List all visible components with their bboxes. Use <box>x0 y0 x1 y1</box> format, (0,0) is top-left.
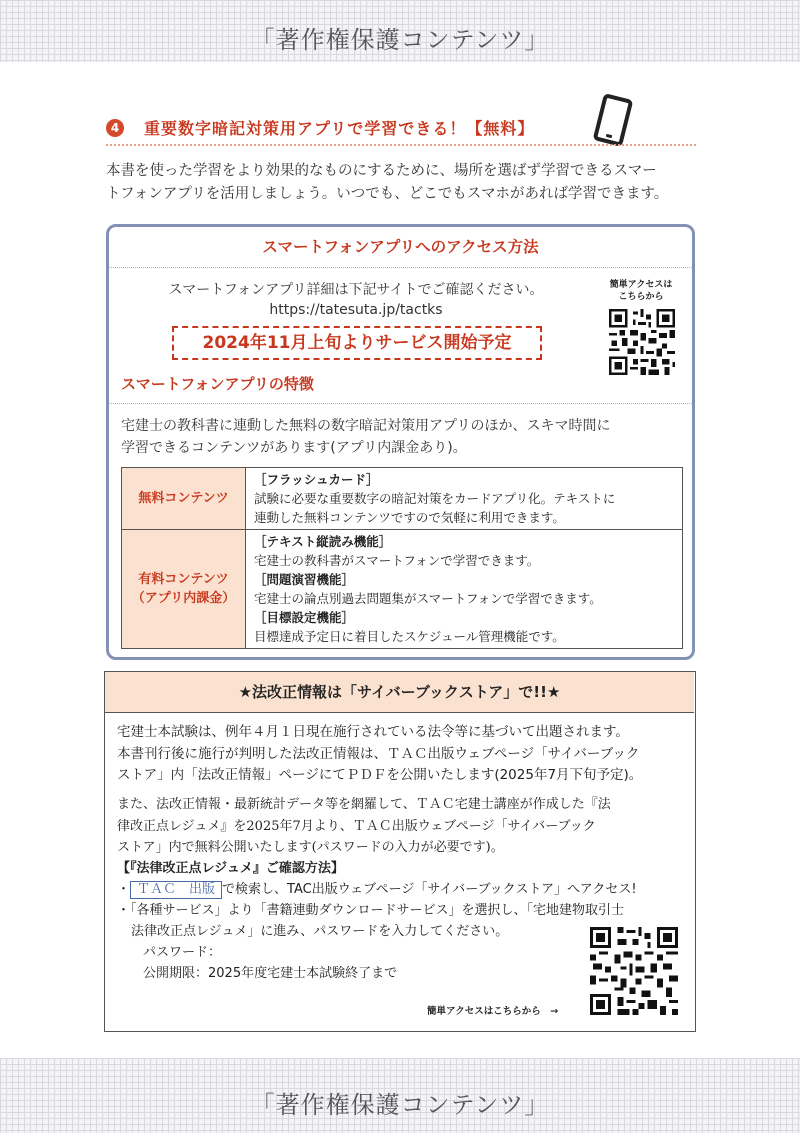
step-text: で検索し、TAC出版ウェブページ「サイバーブックストア」へアクセス! <box>222 882 637 897</box>
qr-caption-line: こちらから <box>618 292 664 302</box>
law-line: また、法改正情報・最新統計データ等を網羅して、ＴＡＣ宅建士講座が作成した『法 <box>117 797 611 812</box>
intro-line: 本書を使った学習をより効果的なものにするために、場所を選ばず学習できるスマー <box>106 163 657 179</box>
feature-heading: ［問題演習機能］ <box>254 572 355 587</box>
feature-heading: ［フラッシュカード］ <box>254 472 379 487</box>
watermark-bottom: 「著作権保護コンテンツ」 <box>250 1091 550 1119</box>
law-box-title: ★法改正情報は「サイバーブックストア」で!!★ <box>105 672 694 713</box>
feature-text: 宅建士の教科書がスマートフォンで学習できます。 <box>254 553 540 568</box>
bullet: ・ <box>117 882 131 897</box>
feature-heading: ［目標設定機能］ <box>254 610 355 625</box>
smartphone-icon <box>593 93 634 147</box>
feature-text: 宅建士の論点別過去問題集がスマートフォンで学習できます。 <box>254 591 602 606</box>
app-url-link[interactable]: https://tatesuta.jp/tactks <box>269 302 443 318</box>
section-heading <box>106 112 696 146</box>
table-row <box>122 468 683 530</box>
features-line: 宅建士の教科書に連動した無料の数字暗記対策用アプリのほか、スキマ時間に <box>121 418 611 434</box>
features-title: スマートフォンアプリの特徴 <box>121 375 314 393</box>
password-label: パスワード： <box>143 945 222 960</box>
law-revision-box <box>104 671 696 1032</box>
features-line: 学習できるコンテンツがあります(アプリ内課金あり)。 <box>121 440 467 456</box>
section-divider <box>106 144 696 146</box>
search-keyword-box: ＴＡＣ 出版 <box>130 881 222 899</box>
section-title: 重要数字暗記対策用アプリで学習できる！【無料】 <box>144 119 535 138</box>
feature-text: 連動した無料コンテンツですので気軽に利用できます。 <box>254 510 565 525</box>
publication-period: 公開期限：2025年度宅建士本試験終了まで <box>143 966 398 981</box>
features-description <box>121 415 683 459</box>
feature-text: 目標達成予定日に着目したスケジュール管理機能です。 <box>254 629 565 644</box>
paid-content-detail <box>246 530 683 649</box>
service-start-date: 2024年11月上旬よりサービス開始予定 <box>172 326 542 360</box>
qr-caption <box>601 279 681 303</box>
free-content-detail <box>246 468 683 530</box>
intro-line: トフォンアプリを活用しましょう。いつでも、どこでもスマホがあれば学習できます。 <box>106 186 669 202</box>
smartphone-box-title: スマートフォンアプリへのアクセス方法 <box>262 238 539 256</box>
law-paragraph-1 <box>117 722 687 787</box>
law-line: 宅建士本試験は、例年４月１日現在施行されている法令等に基づいて出題されます。 <box>117 724 629 740</box>
section-intro <box>106 160 698 206</box>
step-2: ・「各種サービス」より「書籍連動ダウンロードサービス」を選択し、「宅地建物取引士 <box>117 903 625 918</box>
paid-category-line: 有料コンテンツ <box>138 572 229 587</box>
law-paragraph-2 <box>117 794 687 859</box>
paid-content-category <box>122 530 246 649</box>
how-to-title: 【『法律改正点レジュメ』ご確認方法】 <box>117 861 344 876</box>
divider <box>109 403 692 404</box>
qr-caption-line: 簡単アクセスは <box>609 280 673 290</box>
qr-code-icon[interactable] <box>590 927 678 1015</box>
feature-text: 試験に必要な重要数字の暗記対策をカードアプリ化。テキストに <box>254 491 616 506</box>
watermark-top: 「著作権保護コンテンツ」 <box>250 26 550 54</box>
law-line: ストア」内で無料公開いたします(パスワードの入力が必要です)。 <box>117 840 504 855</box>
step-2-cont: 法律改正点レジュメ」に進み、パスワードを入力してください。 <box>131 924 509 939</box>
paid-category-line: （アプリ内課金） <box>131 591 236 606</box>
law-line: ストア」内「法改正情報」ページにてＰＤＦを公開いたします(2025年7月下旬予定)。 <box>117 767 643 783</box>
detail-text: スマートフォンアプリ詳細は下記サイトでご確認ください。 <box>168 282 544 298</box>
step-1 <box>117 879 687 900</box>
qr-access-label: 簡単アクセスはこちらから → <box>427 1006 559 1017</box>
feature-heading: ［テキスト縦読み機能］ <box>254 534 392 549</box>
table-row <box>122 530 683 649</box>
law-line: 本書刊行後に施行が判明した法改正情報は、ＴＡＣ出版ウェブページ「サイバーブック <box>117 745 640 762</box>
free-content-category: 無料コンテンツ <box>122 468 246 530</box>
qr-code-icon[interactable] <box>609 309 675 375</box>
features-table <box>121 467 683 649</box>
smartphone-app-box <box>106 224 695 660</box>
section-number-badge: 4 <box>106 119 124 137</box>
law-line: 律改正点レジュメ』を2025年7月より、ＴＡＣ出版ウェブページ「サイバーブック <box>117 818 596 834</box>
divider <box>109 267 692 268</box>
